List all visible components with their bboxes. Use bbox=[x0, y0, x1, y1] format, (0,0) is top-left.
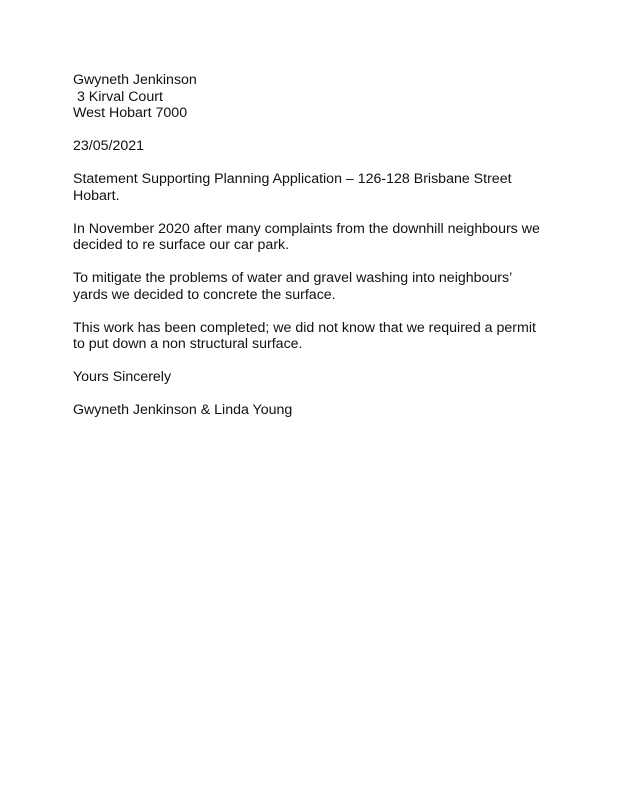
subject-line-2: Hobart. bbox=[73, 187, 120, 204]
paragraph-line: to put down a non structural surface. bbox=[73, 336, 303, 352]
body-paragraph-2 bbox=[73, 270, 558, 303]
body-paragraph-3 bbox=[73, 320, 558, 353]
sender-suburb: West Hobart 7000 bbox=[73, 105, 188, 121]
signature-block bbox=[73, 402, 558, 419]
subject-heading bbox=[73, 171, 558, 204]
closing-block bbox=[73, 369, 558, 386]
sender-street: 3 Kirval Court bbox=[73, 88, 163, 105]
body-paragraph-1 bbox=[73, 221, 558, 254]
paragraph-line: yards we decided to concrete the surface. bbox=[73, 286, 336, 303]
letter-date: 23/05/2021 bbox=[73, 138, 145, 154]
sender-name: Gwyneth Jenkinson bbox=[73, 72, 197, 88]
paragraph-line: In November 2020 after many complaints from the downhill neighbours we bbox=[73, 220, 540, 237]
paragraph-line: To mitigate the problems of water and gravel washing into neighbours’ bbox=[73, 270, 513, 286]
subject-line-1: Statement Supporting Planning Application – 126-128 Brisbane Street bbox=[73, 171, 512, 187]
paragraph-line: decided to re surface our car park. bbox=[73, 237, 290, 253]
closing-salutation: Yours Sincerely bbox=[73, 369, 172, 385]
sender-address bbox=[73, 72, 558, 122]
letter-body bbox=[73, 72, 558, 419]
signatories: Gwyneth Jenkinson & Linda Young bbox=[73, 402, 293, 418]
letter-date-block bbox=[73, 138, 558, 155]
paragraph-line: This work has been completed; we did not know that we required a permit bbox=[73, 319, 536, 336]
